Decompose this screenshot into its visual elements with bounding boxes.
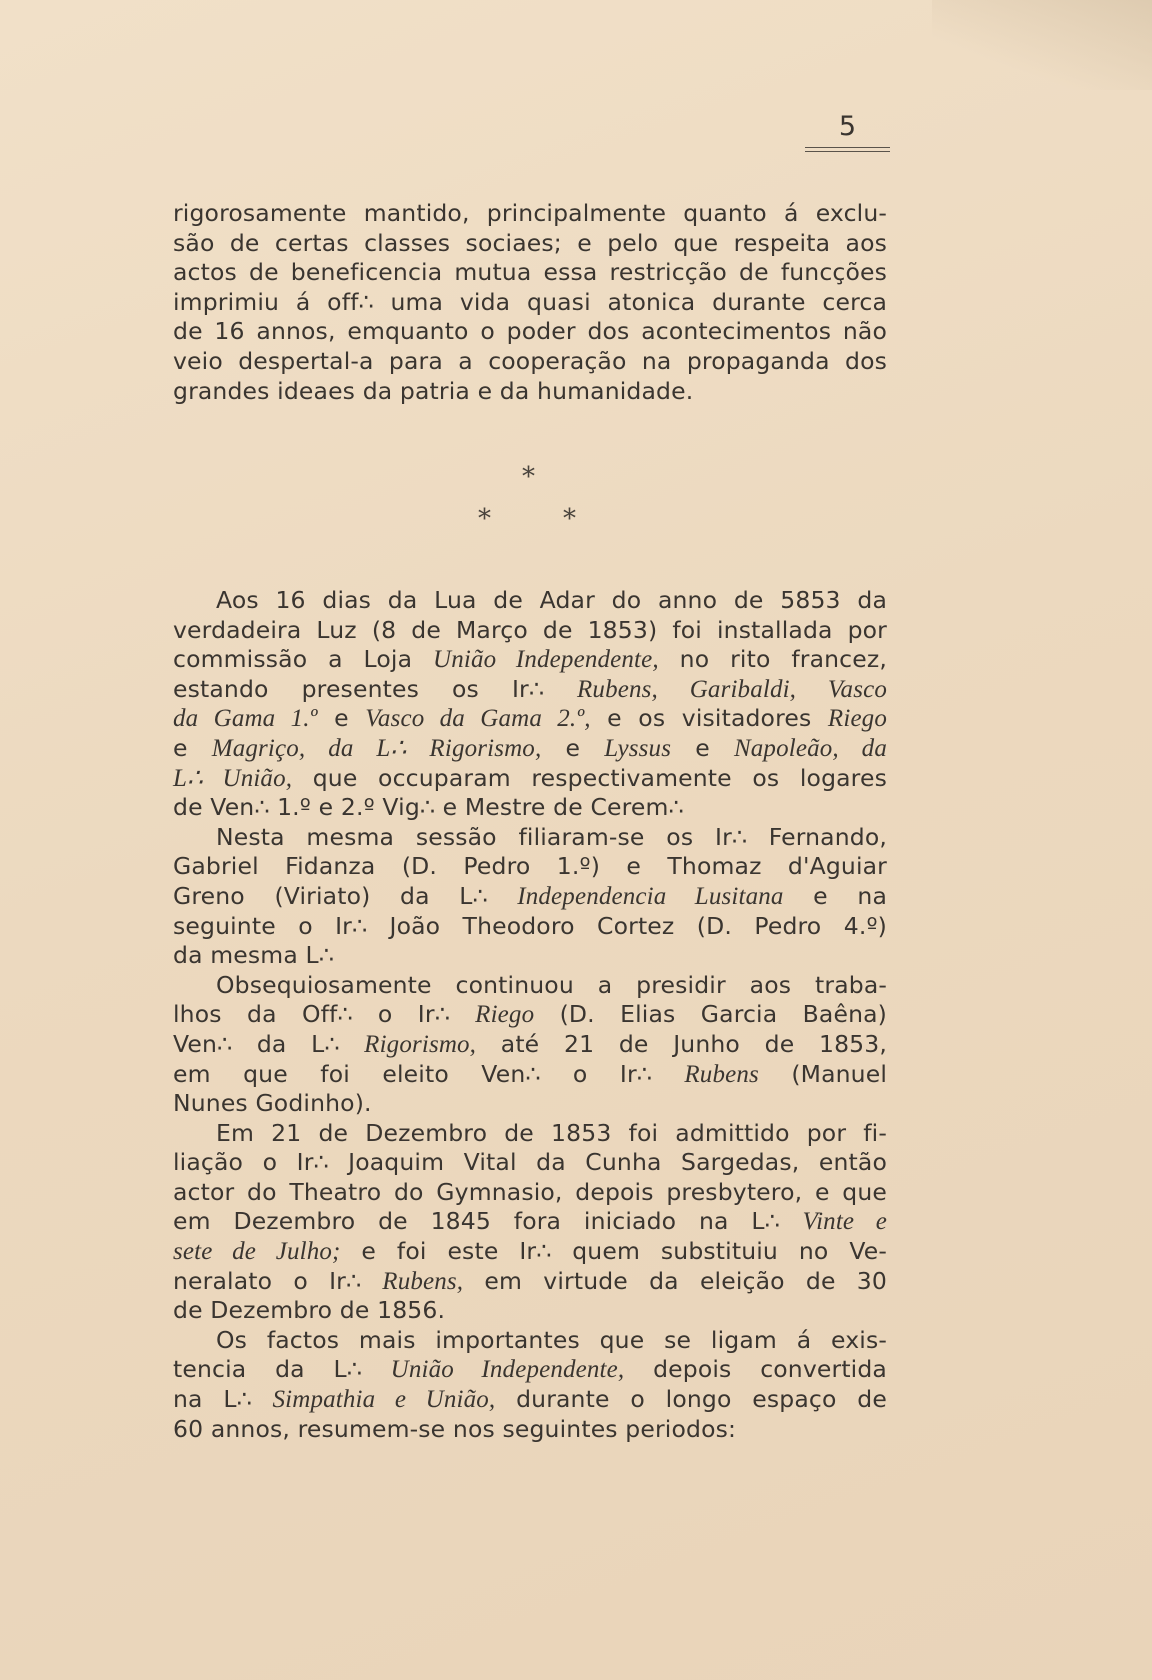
text-line: rigorosamente mantido, principalmente quanto á exclu- [173, 199, 887, 227]
page-number-rule [805, 147, 890, 148]
paragraph-filiation: Nesta mesma sessão filiaram-se os Ir∴ Fernando, Gabriel Fidanza (D. Pedro 1.º) e Thomaz d'Aguiar Greno (Viriato) da L∴ Independencia Lusitana e na seguinte o Ir∴ João Theodoro Cortez (D. Pedro 4.º) da mesma L∴ [173, 822, 887, 970]
paragraph-presidency: Obsequiosamente continuou a presidir aos traba- lhos da Off∴ o Ir∴ Riego (D. Elias Garcia Baêna) Ven∴ da L∴ Rigorismo, até 21 de Junho de 1853, em que foi eleito Ven∴ o Ir∴ Rubens (Manuel Nunes Godinho). [173, 970, 888, 1118]
text-line: grandes ideaes da patria e da humanidade. [173, 376, 694, 405]
paragraph-admission: Em 21 de Dezembro de 1853 foi admittido por fi- liação o Ir∴ Joaquim Vital da Cunha Sargedas, então actor do Theatro do Gymnasio, depois presbytero, e que em Dezembro de 1845 fora iniciado na L∴ Vinte e sete de Julho; e foi este Ir∴ quem substituiu no Ve- neralato o Ir∴ Rubens, em virtude da eleição de 30 de Dezembro de 1856. [173, 1118, 887, 1325]
lodge-name: União Independente, [433, 646, 659, 674]
paragraph-continuation [173, 199, 887, 406]
paragraph-facts: Os factos mais importantes que se ligam á exis- tencia da L∴ União Independente, depois convertida na L∴ Simpathia e União, durante o longo espaço de 60 annos, resumem-se nos seguintes periodos: [173, 1325, 887, 1443]
text-line: são de certas classes sociaes; e pelo que respeita aos [173, 228, 887, 257]
text-line: actos de beneficencia mutua essa restricção de funcções [173, 258, 887, 287]
page-number: 5 [838, 111, 857, 142]
section-asterisk: * [478, 504, 491, 534]
paragraph-installation: Aos 16 dias da Lua de Adar do anno de 5853 da verdadeira Luz (8 de Março de 1853) foi installada por commissão a Loja União Independente, no rito francez, estando presentes os Ir∴ Rubens, Garibaldi, Vasco da Gama 1.º e Vasco da Gama 2.º, e os visitadores Riego e Magriço, da L∴ Rigorismo, e Lyssus e Napoleão, da L∴ União, que occuparam respectivamente os logares de Ven∴ 1.º e 2.º Vig∴ e Mestre de Cerem∴ [173, 586, 887, 822]
page-corner-shadow [932, 0, 1152, 90]
text-line: veio despertal-a para a cooperação na propaganda dos [173, 346, 887, 375]
page-number-rule [805, 151, 890, 152]
section-asterisk: * [522, 462, 535, 492]
section-asterisk: * [563, 504, 576, 534]
text-line: de 16 annos, emquanto o poder dos acontecimentos não [173, 317, 887, 346]
member-names: Rubens, Garibaldi, Vasco [577, 675, 887, 703]
text-line: imprimiu á off∴ uma vida quasi atonica durante cerca [173, 287, 887, 316]
body-paragraphs [173, 586, 887, 1444]
